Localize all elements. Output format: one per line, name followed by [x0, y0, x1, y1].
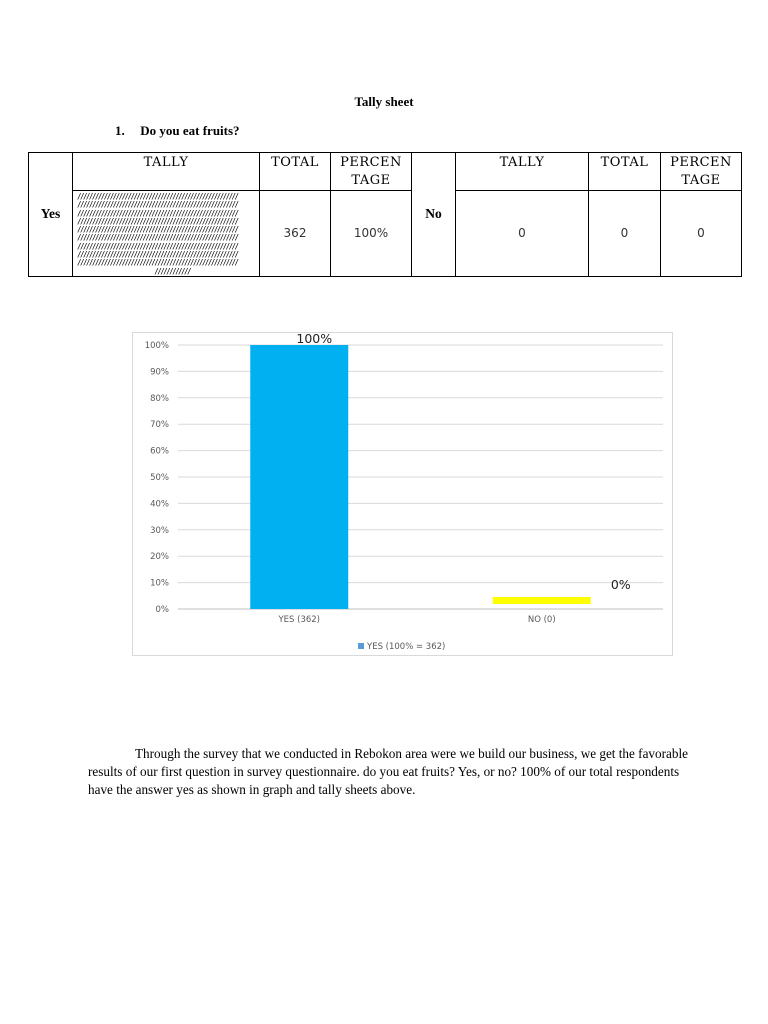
yes-tally-header: TALLY — [73, 153, 260, 191]
yes-row-label: Yes — [29, 153, 73, 277]
yes-total-value: 362 — [260, 191, 331, 277]
yes-percentage-header: PERCEN TAGE — [331, 153, 412, 191]
bar-chart — [132, 332, 673, 656]
no-tally-header: TALLY — [456, 153, 589, 191]
y-tick-label: 90% — [150, 367, 169, 378]
data-label: 100% — [296, 333, 333, 346]
y-tick-label: 70% — [150, 420, 169, 431]
y-tick-label: 50% — [150, 473, 169, 483]
no-percentage-value: 0 — [661, 191, 742, 277]
bar-chart-svg — [133, 333, 674, 657]
y-tick-label: 20% — [150, 552, 169, 563]
yes-tally-cell — [73, 191, 260, 277]
y-tick-label: 10% — [150, 578, 169, 589]
summary-text: Through the survey that we conducted in Rebokon area were we build our business, we get the favorable results of our first question in survey questionnaire. do you eat fruits? Yes, or no? 100% of our total respondents have the answer yes as shown in graph and tally sheets above. — [88, 746, 688, 797]
no-percentage-header: PERCEN TAGE — [661, 153, 742, 191]
y-tick-label: 30% — [150, 525, 169, 536]
document-title: Tally sheet — [354, 94, 414, 109]
question-text: Do you eat fruits? — [140, 123, 240, 138]
question-number: 1. — [115, 123, 125, 138]
yes-percentage-value: 100% — [331, 191, 412, 277]
y-tick-label: 0% — [155, 605, 169, 615]
yes-total-header: TOTAL — [260, 153, 331, 191]
legend-swatch — [358, 643, 364, 649]
y-tick-label: 40% — [150, 499, 169, 510]
yes-tally-marks: ////////////////////////////////////////////////////// ////////////////////////////////////////////////////// ////////////////////////////////////////////////////// ////////////////////////////////////////////////////// ////////////////////////////////////////////////////// ////////////////////////////////////////////////////// ////////////////////////////////////////////////////// ////////////////////////////////////////////////////// ////////////////////////////////////////////////////// //////////// — [77, 192, 238, 276]
no-tally-value: 0 — [456, 191, 589, 277]
summary-paragraph — [88, 745, 688, 799]
y-tick-label: 60% — [150, 446, 169, 457]
tally-table — [28, 152, 742, 277]
no-row-label: No — [412, 153, 456, 277]
legend-label: YES (100% = 362) — [367, 642, 446, 652]
x-tick-label: NO (0) — [527, 615, 556, 625]
no-total-value: 0 — [589, 191, 661, 277]
question-heading — [115, 123, 240, 139]
bar — [250, 345, 348, 609]
y-tick-label: 100% — [144, 341, 169, 351]
y-tick-label: 80% — [150, 393, 169, 404]
data-label: 0% — [610, 577, 631, 592]
x-tick-label: YES (362) — [278, 615, 321, 625]
no-total-header: TOTAL — [589, 153, 661, 191]
bar — [493, 597, 591, 604]
